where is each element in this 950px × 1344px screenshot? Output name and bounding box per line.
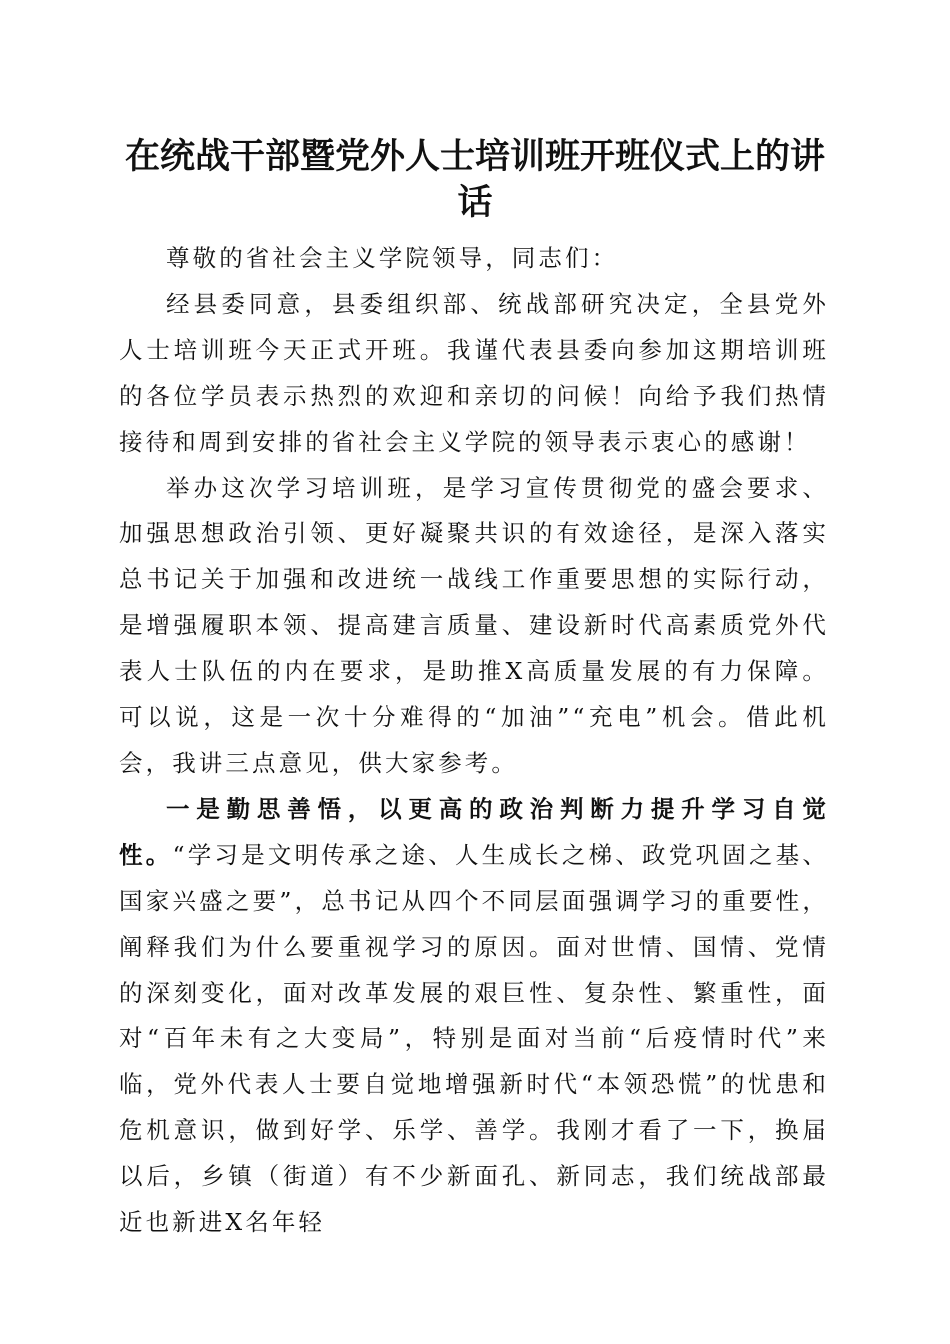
paragraph-3-lead: 一是勤思善悟，以更高的政治判断力提升学习自觉性。: [119, 794, 829, 869]
paragraph-2-text: 举办这次学习培训班，是学习宣传贯彻党的盛会要求、加强思想政治引领、更好凝聚共识的有效途径，是深入落实总书记关于加强和改进统一战线工作重要思想的实际行动，是增强履职本领、提高建言质量、建设新时代高素质党外代表人士队伍的内在要求，是助推X高质量发展的有力保障。可以说，这是一次十分难得的“加油”“充电”机会。借此机会，我讲三点意见，供大家参考。: [119, 473, 829, 777]
document-title: 在统战干部暨党外人士培训班开班仪式上的讲话: [124, 136, 825, 223]
paragraph-2: [119, 466, 829, 787]
paragraph-3-text: “学习是文明传承之途、人生成长之梯、政党巩固之基、国家兴盛之要”，总书记从四个不同层面强调学习的重要性，阐释我们为什么要重视学习的原因。面对世情、国情、党情的深刻变化，面对改革发展的艰巨性、复杂性、繁重性，面对“百年未有之大变局”，特别是面对当前“后疫情时代”来临，党外代表人士要自觉地增强新时代“本领恐慌”的忧患和危机意识，做到好学、乐学、善学。我刚才看了一下，换届以后，乡镇（街道）有不少新面孔、新同志，我们统战部最近也新进X名年轻: [119, 840, 829, 1237]
paragraph-1: [119, 282, 829, 466]
paragraph-1-text: 经县委同意，县委组织部、统战部研究决定，全县党外人士培训班今天正式开班。我谨代表县委向参加这期培训班的各位学员表示热烈的欢迎和亲切的问候！向给予我们热情接待和周到安排的省社会主义学院的领导表示衷心的感谢！: [119, 289, 829, 456]
paragraph-3: [119, 787, 829, 1246]
salutation: 尊敬的省社会主义学院领导，同志们：: [166, 244, 619, 272]
document-body: [119, 236, 829, 1246]
